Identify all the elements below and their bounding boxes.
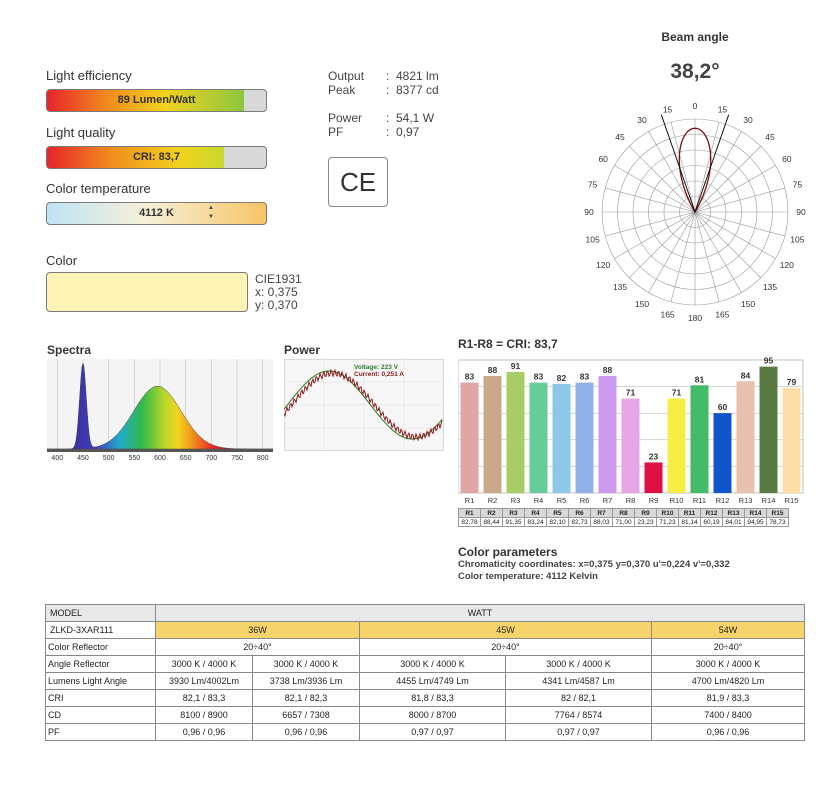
cri-category-label: R8: [625, 496, 636, 505]
beam-value: 38,2°: [670, 60, 720, 83]
beam-polar-chart: [580, 90, 810, 330]
cie-standard: CIE1931: [255, 272, 302, 286]
color-label: Color: [46, 253, 78, 268]
row-label: Color Reflector: [46, 639, 156, 656]
power-title: Power: [284, 343, 321, 357]
cie-x: x: 0,375: [255, 285, 298, 299]
table-cell: 82,1 / 82,3: [253, 690, 360, 707]
spectra-tick-label: 450: [77, 455, 89, 462]
cri-table-header: R5: [547, 509, 569, 518]
cri-value-label: 88: [487, 364, 498, 375]
color-swatch: [46, 272, 248, 312]
measurements: [328, 69, 439, 139]
watt-45: 45W: [360, 622, 652, 639]
table-cell: 3000 K / 4000 K: [506, 656, 652, 673]
cri-table-header: R3: [503, 509, 525, 518]
cri-value-label: 84: [740, 370, 751, 381]
spec-table: [45, 604, 805, 741]
cri-table-header: R1: [459, 509, 481, 518]
polar-angle-label: 165: [660, 309, 675, 320]
cri-table-header: R11: [679, 509, 701, 518]
quality-bar: [46, 146, 267, 169]
table-cell: 8000 / 8700: [360, 707, 506, 724]
pf-label: PF: [328, 125, 344, 139]
cri-table-value: 71,00: [613, 518, 635, 527]
sep: :: [386, 69, 390, 83]
efficiency-bar: [46, 89, 267, 112]
beam-title: Beam angle: [661, 30, 729, 44]
ce-mark-icon: CE: [328, 157, 388, 207]
table-cell: 0,96 / 0,96: [156, 724, 253, 741]
polar-angle-label: 120: [779, 260, 794, 270]
polar-angle-label: 180: [687, 313, 703, 323]
table-cell: 3000 K / 4000 K: [360, 656, 506, 673]
color-params-title: Color parameters: [458, 545, 558, 559]
cri-bar-r4: [530, 383, 548, 493]
cri-table-value: 88,44: [481, 518, 503, 527]
cri-category-label: R11: [692, 496, 707, 505]
spectra-tick-label: 400: [51, 455, 64, 462]
cri-table-header: R4: [525, 509, 547, 518]
cri-value-label: 82: [556, 372, 567, 383]
quality-value: CRI: 83,7: [132, 151, 181, 163]
polar-angle-label: 75: [792, 179, 803, 190]
polar-angle-label: 135: [762, 281, 778, 292]
power-value: 54,1 W: [396, 111, 435, 125]
cri-bar-r5: [553, 384, 571, 493]
cri-value-label: 83: [579, 371, 590, 382]
color-temp-value: 4112 K: [139, 207, 174, 219]
table-cell: 81,8 / 83,3: [360, 690, 506, 707]
efficiency-value: 89 Lumen/Watt: [117, 94, 196, 106]
cri-bar-r1: [461, 383, 479, 493]
cri-bar-r10: [668, 399, 686, 493]
cri-value-label: 60: [717, 402, 728, 413]
cri-table-header: R9: [635, 509, 657, 518]
cri-values-table: [458, 508, 789, 527]
polar-spoke: [695, 212, 742, 293]
polar-angle-label: 60: [598, 154, 608, 164]
cri-chart-title: R1-R8 = CRI: 83,7: [458, 337, 558, 351]
table-cell: 4341 Lm/4587 Lm: [506, 673, 652, 690]
model-header: MODEL: [46, 605, 156, 622]
table-cell: 4700 Lm/4820 Lm: [652, 673, 805, 690]
cri-bar-r2: [484, 376, 502, 493]
table-cell: 0,97 / 0,97: [360, 724, 506, 741]
cri-table-value: 23,23: [635, 518, 657, 527]
polar-spoke: [629, 146, 695, 212]
polar-angle-label: 105: [790, 234, 805, 245]
chromaticity-line: Chromaticity coordinates: x=0,375 y=0,370 u'=0,224 v'=0,332: [458, 559, 730, 570]
color-temp-label: Color temperature: [46, 181, 151, 196]
cri-bar-chart: [458, 350, 806, 508]
spectra-chart: [47, 359, 273, 463]
pf-value: 0,97: [396, 125, 420, 139]
model-name: ZLKD-3XAR111: [46, 622, 156, 639]
polar-angle-label: 75: [587, 179, 598, 190]
sep: :: [386, 83, 390, 97]
polar-spoke: [649, 212, 696, 293]
cri-table-value: 82,10: [547, 518, 569, 527]
cri-table-header: R15: [767, 509, 789, 518]
table-cell: 81,9 / 83,3: [652, 690, 805, 707]
table-cell: 4455 Lm/4749 Lm: [360, 673, 506, 690]
table-cell: 6657 / 7308: [253, 707, 360, 724]
table-cell: 3930 Lm/4002Lm: [156, 673, 253, 690]
cri-table-value: 91,35: [503, 518, 525, 527]
cri-table-value: 84,01: [723, 518, 745, 527]
polar-angle-label: 30: [743, 115, 753, 126]
cri-table-value: 82,73: [569, 518, 591, 527]
spectra-tick-label: 700: [205, 455, 218, 462]
cri-bar-r12: [714, 413, 732, 493]
table-cell: 7400 / 8400: [652, 707, 805, 724]
cri-bar-r3: [507, 372, 525, 493]
cri-table-header: R13: [723, 509, 745, 518]
color-temp-line: Color temperature: 4112 Kelvin: [458, 571, 598, 582]
table-cell: 3000 K / 4000 K: [156, 656, 253, 673]
spectra-title: Spectra: [47, 343, 92, 357]
peak-value: 8377 cd: [396, 83, 439, 97]
cri-category-label: R6: [579, 496, 590, 505]
polar-angle-label: 45: [765, 132, 775, 143]
polar-angle-label: 150: [634, 298, 650, 309]
sep: :: [386, 125, 390, 139]
peak-label: Peak: [328, 83, 356, 97]
polar-angle-label: 15: [717, 104, 728, 115]
cri-table-header: R12: [701, 509, 723, 518]
cri-table-value: 71,23: [657, 518, 679, 527]
cri-bar-r14: [760, 367, 778, 493]
voltage-text: Voltage: 223 V: [354, 364, 398, 371]
polar-angle-label: 30: [637, 115, 647, 126]
cri-value-label: 83: [464, 371, 475, 382]
table-cell: 0,96 / 0,96: [253, 724, 360, 741]
table-cell: 7764 / 8574: [506, 707, 652, 724]
cri-table-value: 82,78: [459, 518, 481, 527]
cri-table-header: R10: [657, 509, 679, 518]
cie-y: y: 0,370: [255, 298, 298, 312]
cie-block: [255, 273, 302, 312]
polar-spoke: [695, 146, 761, 212]
polar-spoke: [695, 212, 761, 278]
sep: :: [386, 111, 390, 125]
cri-table-value: 83,24: [525, 518, 547, 527]
row-label: CRI: [46, 690, 156, 707]
sort-arrows-icon: ▲ ▼: [208, 205, 214, 220]
row-label: Lumens Light Angle: [46, 673, 156, 690]
spectra-tick-label: 500: [102, 455, 115, 462]
cri-table-value: 81,14: [679, 518, 701, 527]
cri-category-label: R13: [738, 496, 753, 505]
cri-value-label: 71: [671, 387, 682, 398]
cri-value-label: 23: [648, 451, 659, 462]
polar-angle-label: 45: [615, 132, 625, 143]
cri-bar-r13: [737, 381, 755, 493]
output-label: Output: [328, 69, 365, 83]
cri-category-label: R2: [487, 496, 498, 505]
table-cell: 82,1 / 83,3: [156, 690, 253, 707]
cri-category-label: R9: [648, 496, 659, 505]
polar-spoke: [695, 166, 776, 213]
polar-angle-label: 90: [584, 207, 594, 217]
table-cell: 82 / 82,1: [506, 690, 652, 707]
polar-angle-label: 0: [692, 101, 698, 111]
table-cell: 0,96 / 0,96: [652, 724, 805, 741]
efficiency-label: Light efficiency: [46, 68, 132, 83]
spectra-tick-label: 600: [154, 455, 166, 462]
cri-value-label: 81: [694, 374, 705, 385]
polar-angle-label: 60: [782, 154, 792, 164]
table-cell: 0,97 / 0,97: [506, 724, 652, 741]
table-cell: 20÷40°: [156, 639, 360, 656]
polar-angle-label: 105: [585, 234, 600, 245]
table-cell: 20÷40°: [652, 639, 805, 656]
cri-bar-r6: [576, 383, 594, 493]
cri-table-header: R8: [613, 509, 635, 518]
polar-angle-label: 150: [740, 298, 756, 309]
table-cell: 20÷40°: [360, 639, 652, 656]
table-cell: 3738 Lm/3936 Lm: [253, 673, 360, 690]
spectra-tick-label: 750: [231, 455, 243, 462]
power-label: Power: [328, 111, 363, 125]
watt-header: WATT: [156, 605, 805, 622]
spectra-tick-label: 800: [256, 455, 269, 462]
cri-table-header: R2: [481, 509, 503, 518]
spectra-tick-label: 650: [179, 455, 192, 462]
cri-bar-r7: [599, 376, 617, 493]
cri-category-label: R1: [464, 496, 475, 505]
cri-table-header: R7: [591, 509, 613, 518]
polar-spoke: [629, 212, 695, 278]
cri-value-label: 79: [786, 376, 797, 387]
cri-table-value: 60,19: [701, 518, 723, 527]
watt-54: 54W: [652, 622, 805, 639]
power-chart: [284, 359, 444, 451]
color-temp-bar: [46, 202, 267, 225]
watt-36: 36W: [156, 622, 360, 639]
cri-value-label: 95: [763, 355, 774, 366]
polar-spoke: [695, 212, 776, 259]
cri-table-value: 88,03: [591, 518, 613, 527]
cri-category-label: R5: [556, 496, 567, 505]
table-cell: 3000 K / 4000 K: [652, 656, 805, 673]
cri-value-label: 88: [602, 364, 613, 375]
cri-category-label: R3: [510, 496, 521, 505]
current-text: Current: 0,251 A: [354, 371, 404, 378]
row-label: PF: [46, 724, 156, 741]
polar-angle-label: 135: [612, 281, 628, 292]
cri-category-label: R7: [602, 496, 613, 505]
spectra-tick-label: 550: [128, 455, 141, 462]
cri-table-header: R6: [569, 509, 591, 518]
polar-angle-label: 165: [715, 309, 730, 320]
cri-category-label: R15: [784, 496, 799, 505]
row-label: CD: [46, 707, 156, 724]
row-label: Angle Reflector: [46, 656, 156, 673]
cri-bar-r15: [783, 388, 801, 493]
polar-spoke: [614, 212, 695, 259]
polar-angle-label: 15: [662, 104, 673, 115]
output-value: 4821 lm: [396, 69, 439, 83]
cri-bar-r11: [691, 385, 709, 493]
polar-angle-label: 90: [796, 207, 806, 217]
quality-label: Light quality: [46, 125, 116, 140]
cri-bar-r9: [645, 462, 663, 493]
table-cell: 8100 / 8900: [156, 707, 253, 724]
cri-category-label: R12: [715, 496, 730, 505]
cri-table-header: R14: [745, 509, 767, 518]
cri-value-label: 91: [510, 360, 521, 371]
color-params-text: [458, 559, 730, 583]
cri-table-value: 94,95: [745, 518, 767, 527]
cri-value-label: 71: [625, 387, 636, 398]
cri-bar-r8: [622, 399, 640, 493]
cri-value-label: 83: [533, 371, 544, 382]
cri-category-label: R10: [669, 496, 684, 505]
polar-angle-label: 120: [596, 260, 611, 270]
cri-table-value: 78,73: [767, 518, 789, 527]
polar-spoke: [614, 166, 695, 213]
cri-category-label: R14: [761, 496, 776, 505]
cri-category-label: R4: [533, 496, 544, 505]
table-cell: 3000 K / 4000 K: [253, 656, 360, 673]
